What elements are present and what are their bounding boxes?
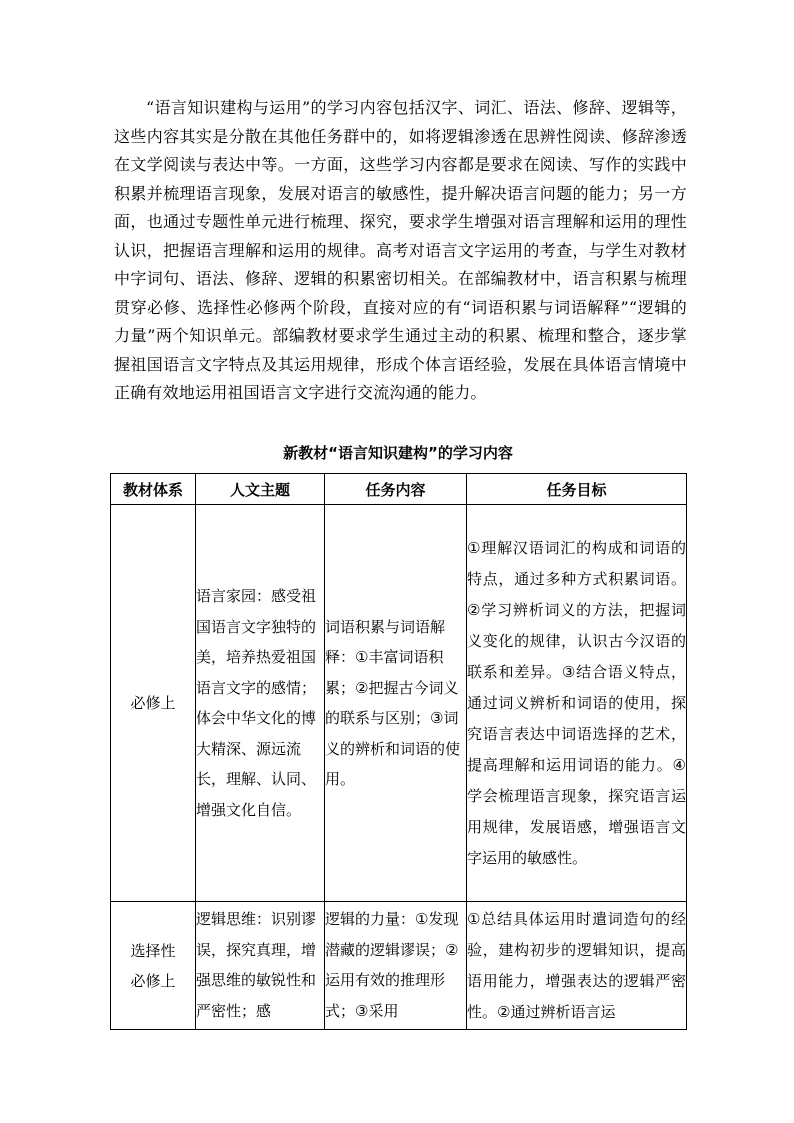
header-task: 任务内容 xyxy=(325,474,467,505)
table-caption: 新教材“语言知识建构”的学习内容 xyxy=(283,444,513,462)
table-header-row xyxy=(111,474,687,505)
system-cell: 必修上 xyxy=(111,505,196,902)
task-text: 逻辑的力量：①发现潜藏的逻辑谬误；②运用有效的推理形式；③采用 xyxy=(325,910,459,1020)
task-cell xyxy=(325,902,467,1030)
theme-text: 逻辑思维：识别谬误，探究真理，增强思维的敏锐性和严密性；感 xyxy=(196,910,317,1020)
table-row xyxy=(111,505,687,902)
system-line-1: 选择性 xyxy=(130,941,176,960)
header-system: 教材体系 xyxy=(111,474,196,505)
learning-content-table xyxy=(110,473,687,1030)
system-line-2: 必修上 xyxy=(130,971,176,990)
theme-cell: 语言家园：感受祖国语言文字独特的美，培养热爱祖国语言文字的感情；体会中华文化的博大精深、源远流长，理解、认同、增强文化自信。 xyxy=(196,505,325,902)
table-row xyxy=(111,902,687,1030)
system-cell xyxy=(111,902,196,1030)
goal-cell xyxy=(467,902,687,1030)
header-theme: 人文主题 xyxy=(196,474,325,505)
body-paragraph: “语言知识建构与运用”的学习内容包括汉字、词汇、语法、修辞、逻辑等，这些内容其实是分散在其他任务群中的，如将逻辑渗透在思辨性阅读、修辞渗透在文学阅读与表达中等。一方面，这些学习内容都是要求在阅读、写作的实践中积累并梳理语言现象，发展对语言的敏感性，提升解决语言问题的能力；另一方面，也通过专题性单元进行梳理、探究，要求学生增强对语言理解和运用的理性认识，把握语言理解和运用的规律。高考对语言文字运用的考查，与学生对教材中字词句、语法、修辞、逻辑的积累密切相关。在部编教材中，语言积累与梳理贯穿必修、选择性必修两个阶段，直接对应的有“词语积累与词语解释”“逻辑的力量”两个知识单元。部编教材要求学生通过主动的积累、梳理和整合，逐步掌握祖国语言文字特点及其运用规律，形成个体言语经验，发展在具体语言情境中正确有效地运用祖国语言文字进行交流沟通的能力。 xyxy=(114,98,687,402)
theme-cell xyxy=(196,902,325,1030)
goal-text: ①总结具体运用时遣词造句的经验，建构初步的逻辑知识，提高语用能力，增强表达的逻辑严密性。②通过辨析语言运 xyxy=(467,910,686,1021)
header-goal: 任务目标 xyxy=(467,474,687,505)
task-cell: 词语积累与词语解释：①丰富词语积累；②把握古今词义的联系与区别；③词义的辨析和词语的使用。 xyxy=(325,505,467,902)
goal-cell: ①理解汉语词汇的构成和词语的特点，通过多种方式积累词语。②学习辨析词义的方法，把握词义变化的规律，认识古今汉语的联系和差异。③结合语义特点，通过词义辨析和词语的使用，探究语言表达中词语选择的艺术，提高理解和运用词语的能力。④学会梳理语言现象，探究语言运用规律，发展语感，增强语言文字运用的敏感性。 xyxy=(467,505,687,902)
